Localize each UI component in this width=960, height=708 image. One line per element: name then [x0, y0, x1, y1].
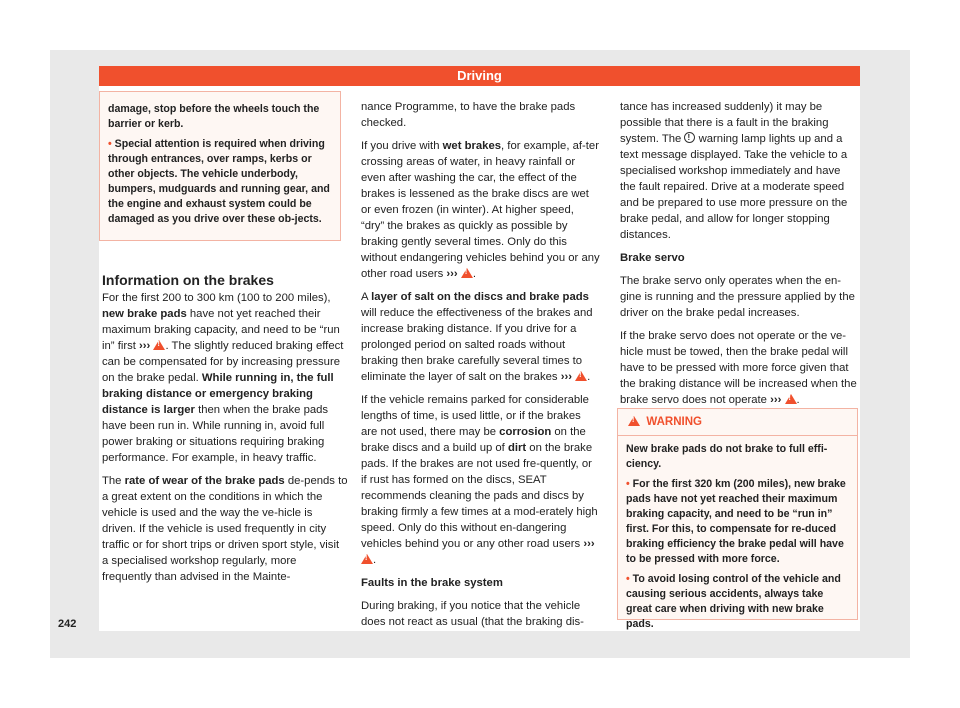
warning-item-2: • To avoid losing control of the vehicle and causing serious accidents, always take great care when driving with new brake pads.: [626, 573, 841, 630]
column-3: [620, 99, 858, 415]
warning-header: [618, 409, 857, 436]
bullet-icon: •: [626, 478, 630, 490]
paragraph-servo-2: If the brake servo does not operate or the ve-hicle must be towed, then the brake pedal will have to be pressed with more force given that the braking distance will be increased when the brake servo does not operate ››› ! .: [620, 328, 858, 408]
paragraph-wear: The rate of wear of the brake pads de-pends to a great extent on the conditions in which the vehicle is used and the way the ve-hicle is driven. If the vehicle is used frequently in city traffic or for short trips or driven sport style, visit a specialised workshop regularly, more frequently than advised in the Mainte-: [102, 475, 348, 583]
warning-body: [618, 436, 857, 643]
caution-box-continued: [99, 91, 341, 241]
reference-arrows[interactable]: ›››: [139, 340, 151, 352]
warning-title: WARNING: [646, 416, 702, 428]
warning-item-1: • For the first 320 km (200 miles), new brake pads have not yet reached their maximum braking capacity, and need to be “run in” first. For this, to compensate for re-duced braking efficiency the brake pedal will have to be pressed with more force.: [626, 478, 846, 565]
reference-arrows[interactable]: ›››: [446, 268, 458, 280]
caution-item-text: Special attention is required when driving through entrances, over ramps, kerbs or other objects. The vehicle underbody, bumpers, mudguards and running gear, and the engine and exhaust system could be damaged as you drive over these ob-jects.: [108, 138, 330, 225]
warning-triangle-icon: [575, 371, 587, 381]
bullet-icon: •: [108, 138, 112, 150]
paragraph-new-pads: For the first 200 to 300 km (100 to 200 miles), new brake pads have not yet reached their maximum braking capacity, and need to be “run in” first ››› ! . The slightly reduced braking effect can be compensated for by increasing pressure on the brake pedal. While running in, the full braking distance or emergency braking distance is larger then when the brake pads have been run in. While running in, avoid full power braking or situations requiring braking performance. For example, in heavy traffic.: [102, 290, 348, 466]
paragraph-faults: During braking, if you notice that the vehicle does not react as usual (that the braking dis-: [361, 600, 584, 628]
paragraph-servo-1: The brake servo only operates when the en-gine is running and the pressure applied by the driver on the brake pedal increases.: [620, 275, 855, 319]
subheading-faults: Faults in the brake system: [361, 577, 503, 589]
caution-continued-text: damage, stop before the wheels touch the barrier or kerb.: [108, 103, 320, 130]
paragraph-fault-lamp: tance has increased suddenly) it may be possible that there is a fault in the braking system. The ! warning lamp lights up and a text message displayed. Take the vehicle to a specialised workshop immediately and have the fault repaired. Drive at a moderate speed and be prepared to use more pressure on the brake pedal, and allow for longer stopping distances.: [620, 99, 858, 243]
chapter-header: Driving: [99, 66, 860, 86]
warning-triangle-icon: [628, 416, 640, 426]
reference-arrows[interactable]: ›››: [560, 371, 572, 383]
reference-arrows[interactable]: ›››: [583, 538, 595, 550]
paragraph-maintenance: nance Programme, to have the brake pads checked.: [361, 101, 576, 129]
warning-triangle-icon: [361, 554, 373, 564]
paragraph-salt: A layer of salt on the discs and brake pads will reduce the effectiveness of the brakes and increase braking distance. If you drive for a prolonged period on salted roads without braking then brake carefully several times to eliminate the layer of salt on the brakes ››› ! .: [361, 289, 600, 385]
subheading-brake-servo: Brake servo: [620, 252, 685, 264]
bullet-icon: •: [626, 573, 630, 585]
paragraph-corrosion: If the vehicle remains parked for considerable lengths of time, is used little, or if the brakes are not used, there may be corrosion on the brake discs and a build up of dirt on the brake pads. If the brakes are not used fre-quently, or if rust has formed on the discs, SEAT recommends cleaning the pads and discs by braking firmly a few times at a mod-erately high speed. Only do this without en-dangering vehicles behind you or any other road users ››› !.: [361, 392, 600, 568]
warning-triangle-icon: [785, 394, 797, 404]
section-title: Information on the brakes: [102, 272, 274, 288]
warning-box: [617, 408, 858, 630]
warning-triangle-icon: [153, 340, 165, 350]
warning-triangle-icon: [461, 268, 473, 278]
column-2: [361, 99, 600, 637]
paragraph-wet-brakes: If you drive with wet brakes, for example, af-ter crossing areas of water, in heavy rainfall or even after washing the car, the effect of the brakes is lessened as the brake discs are wet or even frozen (in winter). At higher speed, “dry” the brakes as quickly as possible by braking gently several times. Only do this without endangering vehicles behind you or any other road users ››› ! .: [361, 138, 600, 282]
page-number: 242: [58, 618, 77, 630]
column-1: [102, 290, 348, 592]
warning-intro: New brake pads do not brake to full effi-ciency.: [626, 443, 828, 470]
brake-warning-lamp-icon: [684, 132, 695, 143]
caution-item: [108, 137, 332, 227]
reference-arrows[interactable]: ›››: [770, 394, 782, 406]
